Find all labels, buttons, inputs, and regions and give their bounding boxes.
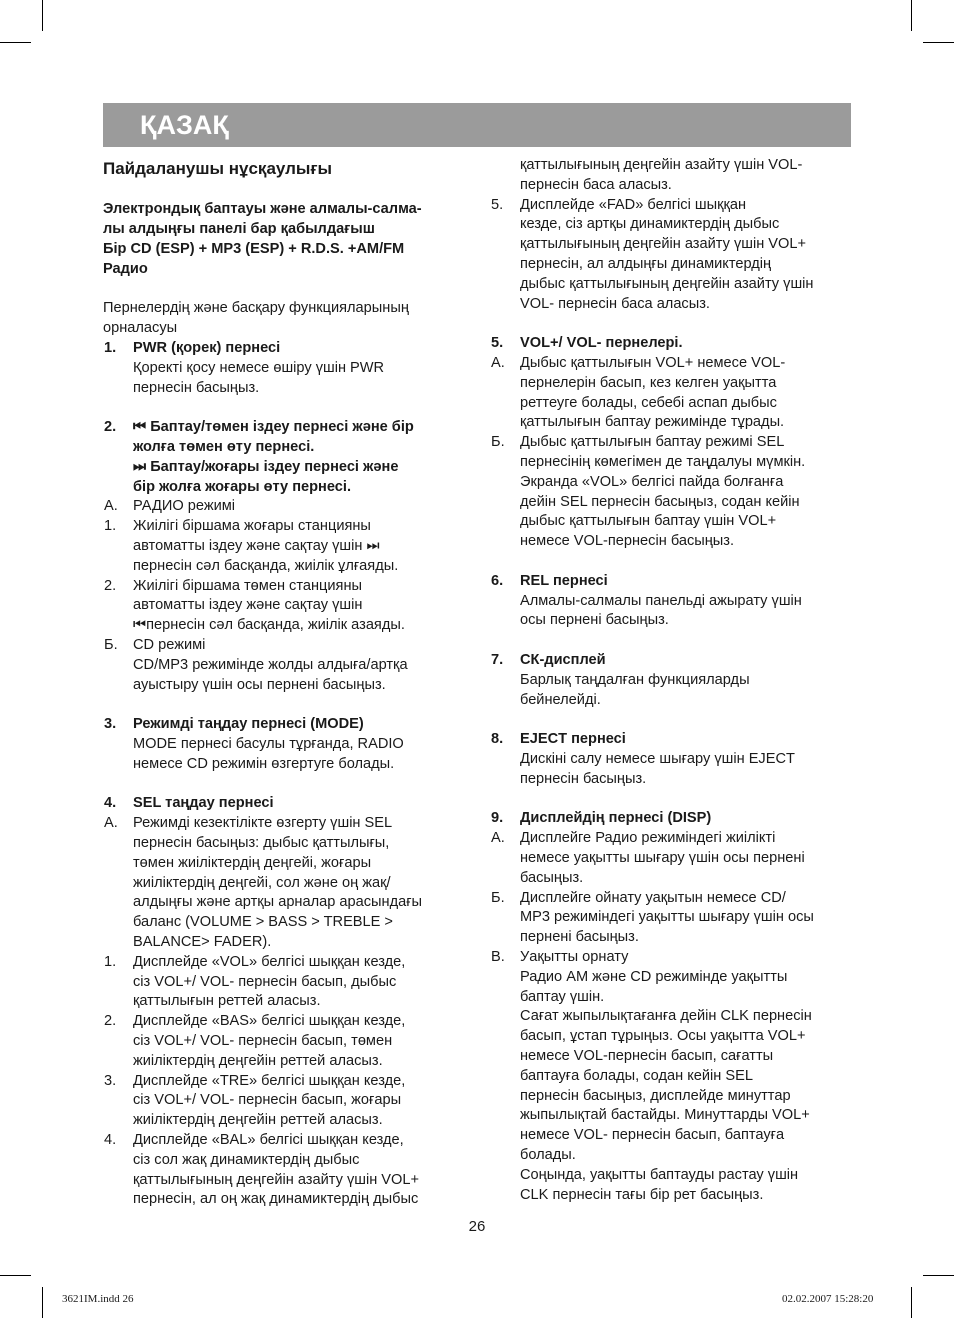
list-marker: 8. [491, 731, 504, 748]
section-heading: бір жолға жоғары өту пернесі. [133, 478, 352, 495]
crop-mark [923, 42, 954, 43]
text-line: пернесін, ал оң жақ динамиктердің дыбыс [133, 1191, 419, 1208]
text-line: осы пернені басыңыз. [520, 612, 669, 629]
language-banner [103, 103, 851, 147]
text-line: қаттылығының деңгейін азайту үшін VOL+ [133, 1171, 420, 1188]
text-line: қаттылығын баптау режимінде тұрады. [520, 414, 785, 431]
list-marker: 1. [104, 340, 117, 356]
text-line: CD/MP3 режимінде жолды алдыға/артқа [133, 656, 408, 673]
text-line: Дисплейге ойнату уақытын немесе CD/ [520, 889, 786, 906]
intro-bold-line: Электрондық баптауы және алмалы-салма- [103, 201, 422, 217]
crop-mark [42, 0, 43, 31]
text-line: РАДИО режимі [133, 498, 236, 515]
text-line: Радио АМ және CD режимінде уақытты [520, 968, 788, 985]
list-marker: 7. [491, 652, 504, 668]
crop-mark [923, 1275, 954, 1276]
section-heading: REL пернесі [520, 572, 608, 589]
text-line: автоматты іздеу және сақтау үшін [133, 597, 363, 614]
text-line: дыбыс қаттылығын баптау үшін VOL+ [520, 513, 777, 530]
page-number: 26 [468, 1218, 486, 1235]
page-title: Пайдаланушы нұсқаулығы [103, 159, 333, 178]
list-marker: 2. [104, 1013, 117, 1030]
text-line: баптауға болады, содан кейін SEL [520, 1067, 753, 1084]
text-line: CLK пернесін тағы бір рет басыңыз. [520, 1186, 764, 1203]
footer-file: 3621IM.indd 26 [62, 1293, 134, 1305]
list-marker: 9. [491, 810, 504, 827]
text-line: MODE пернесі басулы тұрғанда, RADIO [133, 736, 404, 752]
text-line: Уақытты орнату [520, 949, 629, 965]
list-marker: Б. [104, 637, 118, 653]
text-line: пернесін басыңыз. [133, 379, 260, 396]
text-line: болады. [520, 1147, 576, 1163]
list-marker: 5. [491, 335, 504, 352]
text-line: пернесін басыңыз. [520, 770, 647, 787]
text-line: төмен жиіліктердің деңгейі, жоғары [133, 854, 372, 871]
text-line: Дыбыс қаттылығын баптау режимі SEL [520, 434, 785, 451]
intro-bold-line: лы алдыңғы панелі бар қабылдағыш [103, 221, 375, 237]
text-line: пернелерін басып, кез келген уақытта [520, 374, 777, 391]
text-line: Жиілігі біршама жоғары станцияны [133, 518, 371, 535]
section-heading: Режимді таңдау пернесі (MODE) [133, 716, 364, 733]
text-line: қаттылығының деңгейін азайту үшін VOL+ [520, 236, 807, 253]
text-line: Дисплейде «BAL» белгісі шыққан кезде, [133, 1132, 404, 1148]
text-line: реттеуге болады, себебі аспап дыбыс [520, 394, 777, 411]
text-line: кезде, сіз артқы динамиктердің дыбыс [520, 216, 780, 233]
text-line: пернені басыңыз. [520, 929, 639, 946]
text-line: Дыбыс қаттылығын VOL+ немесе VOL- [520, 355, 786, 371]
text-line: жиіліктердің деңгейі, сол және оң жақ/ [133, 874, 391, 891]
crop-mark [0, 1275, 31, 1276]
text-line: басыңыз. [520, 869, 584, 886]
text-line: немесе VOL-пернесін басыңыз. [520, 533, 735, 550]
text-line: баланс (VOLUME > BASS > TREBLE > [133, 914, 393, 931]
intro-line: орналасуы [103, 320, 178, 336]
text-line: Дисплейде «TRE» белгісі шыққан кезде, [133, 1072, 406, 1089]
text-line: басып, ұстап тұрыңыз. Осы уақытта VOL+ [520, 1028, 806, 1045]
crop-mark [911, 0, 912, 31]
list-marker: Б. [491, 889, 505, 906]
text-line: сіз VOL+/ VOL- пернесін басып, төмен [133, 1033, 393, 1049]
text-line: дейін SEL пернесін басыңыз, содан кейін [520, 493, 800, 510]
intro-line: Пернелердің және басқару функцияларының [103, 300, 409, 316]
text-line: ауыстыру үшін осы пернені басыңыз. [133, 676, 386, 693]
section-heading: PWR (қорек) пернесі [133, 340, 281, 356]
text-line: сіз VOL+/ VOL- пернесін басып, жоғары [133, 1092, 402, 1109]
text-line: автоматты іздеу және сақтау үшін ⏭ [133, 538, 380, 554]
text-line: Сағат жыпылықтағанға дейін CLK пернесін [520, 1008, 812, 1025]
list-marker: 1. [104, 953, 117, 970]
text-line: CD режимі [133, 637, 206, 653]
list-marker: 5. [491, 196, 504, 213]
list-marker: 2. [104, 577, 117, 594]
list-marker: А. [491, 355, 505, 371]
text-line: Жиілігі біршама төмен станцияны [133, 577, 363, 594]
list-marker: А. [491, 830, 505, 847]
text-line: Барлық таңдалған функцияларды [520, 671, 750, 688]
text-line: жыпылықтай бастайды. Минуттарды VOL+ [520, 1107, 810, 1124]
section-heading: ⏮ Баптау/төмен іздеу пернесі және бір [133, 419, 414, 436]
list-marker: 1. [104, 518, 117, 535]
text-line: немесе уақытты шығару үшін осы пернені [520, 850, 805, 866]
list-marker: А. [104, 498, 118, 515]
text-line: баптау үшін. [520, 988, 605, 1005]
text-line: пернесін баса аласыз. [520, 176, 672, 193]
footer-date: 02.02.2007 15:28:20 [782, 1293, 874, 1305]
crop-mark [42, 1287, 43, 1318]
text-line: Соңында, уақытты баптауды растау үшін [520, 1166, 799, 1183]
section-heading: Дисплейдің пернесі (DISP) [520, 810, 712, 827]
text-line: жиіліктердің деңгейін реттей аласыз. [133, 1052, 383, 1069]
section-heading: СК-дисплей [520, 652, 606, 668]
text-line: Экранда «VOL» белгісі пайда болғанға [520, 473, 784, 490]
text-line: Режимді кезектілікте өзгерту үшін SEL [133, 815, 393, 832]
text-line: VOL- пернесін баса аласыз. [520, 295, 710, 312]
list-marker: 3. [104, 1072, 117, 1089]
text-line: дыбыс қаттылығының деңгейін азайту үшін [520, 275, 814, 292]
text-line: ⏮пернесін сәл басқанда, жиілік азаяды. [133, 617, 405, 634]
text-line: немесе VOL-пернесін басып, сағатты [520, 1048, 774, 1064]
text-line: пернесін, ал алдыңғы динамиктердің [520, 256, 772, 272]
section-heading: жолға төмен өту пернесі. [133, 439, 315, 455]
text-line: сіз VOL+/ VOL- пернесін басып, дыбыс [133, 973, 397, 990]
section-heading: ⏭ Баптау/жоғары іздеу пернесі және [133, 458, 399, 475]
text-line: жиіліктердің деңгейін реттей аласыз. [133, 1112, 383, 1129]
text-line: пернесінің көмегімен де таңдалуы мүмкін. [520, 454, 806, 470]
text-line: немесе CD режимін өзгертуге болады. [133, 755, 395, 772]
intro-bold-line: Бір CD (ESP) + MP3 (ESP) + R.D.S. +AM/FM [103, 241, 405, 257]
text-line: қаттылығын реттей аласыз. [133, 993, 321, 1010]
text-line: MP3 режиміндегі уақытты шығару үшін осы [520, 909, 814, 926]
list-marker: А. [104, 815, 118, 832]
text-line: алдыңғы және артқы арналар арасындағы [133, 894, 423, 911]
crop-mark [911, 1287, 912, 1318]
list-marker: 3. [104, 716, 117, 733]
text-line: пернесін сәл басқанда, жиілік ұлғаяды. [133, 557, 399, 574]
text-line: Дисплейде «VOL» белгісі шыққан кезде, [133, 953, 406, 970]
text-line: Алмалы-салмалы панельді ажырату үшін [520, 592, 802, 609]
section-heading: VOL+/ VOL- пернелері. [520, 335, 683, 352]
text-line: сіз сол жақ динамиктердің дыбыс [133, 1151, 360, 1168]
text-line: Дисплейге Радио режиміндегі жиілікті [520, 830, 776, 847]
text-line: BALANCE> FADER). [133, 934, 272, 950]
list-marker: 4. [104, 1132, 117, 1148]
list-marker: 4. [104, 795, 117, 812]
text-line: пернесін басыңыз: дыбыс қаттылығы, [133, 835, 390, 851]
text-line: Дисплейде «FAD» белгісі шыққан [520, 196, 747, 213]
text-line: Қоректі қосу немесе өшіру үшін PWR [133, 359, 385, 376]
list-marker: 2. [104, 419, 117, 436]
crop-mark [0, 42, 31, 43]
language-title: ҚАЗАҚ [140, 110, 229, 140]
text-line: немесе VOL- пернесін басып, баптауға [520, 1127, 785, 1144]
section-heading: SEL таңдау пернесі [133, 795, 274, 812]
section-heading: EJECT пернесі [520, 731, 626, 748]
list-marker: Б. [491, 434, 505, 451]
list-marker: В. [491, 949, 505, 965]
text-line: Дисплейде «BAS» белгісі шыққан кезде, [133, 1013, 406, 1030]
intro-bold-line: Радио [103, 261, 148, 277]
text-line: пернесін басыңыз, дисплейде минуттар [520, 1087, 791, 1104]
text-line: қаттылығының деңгейін азайту үшін VOL- [520, 157, 803, 173]
list-marker: 6. [491, 572, 504, 589]
text-line: Дискіні салу немесе шығару үшін EJECT [520, 751, 795, 767]
text-line: бейнелейді. [520, 691, 601, 708]
